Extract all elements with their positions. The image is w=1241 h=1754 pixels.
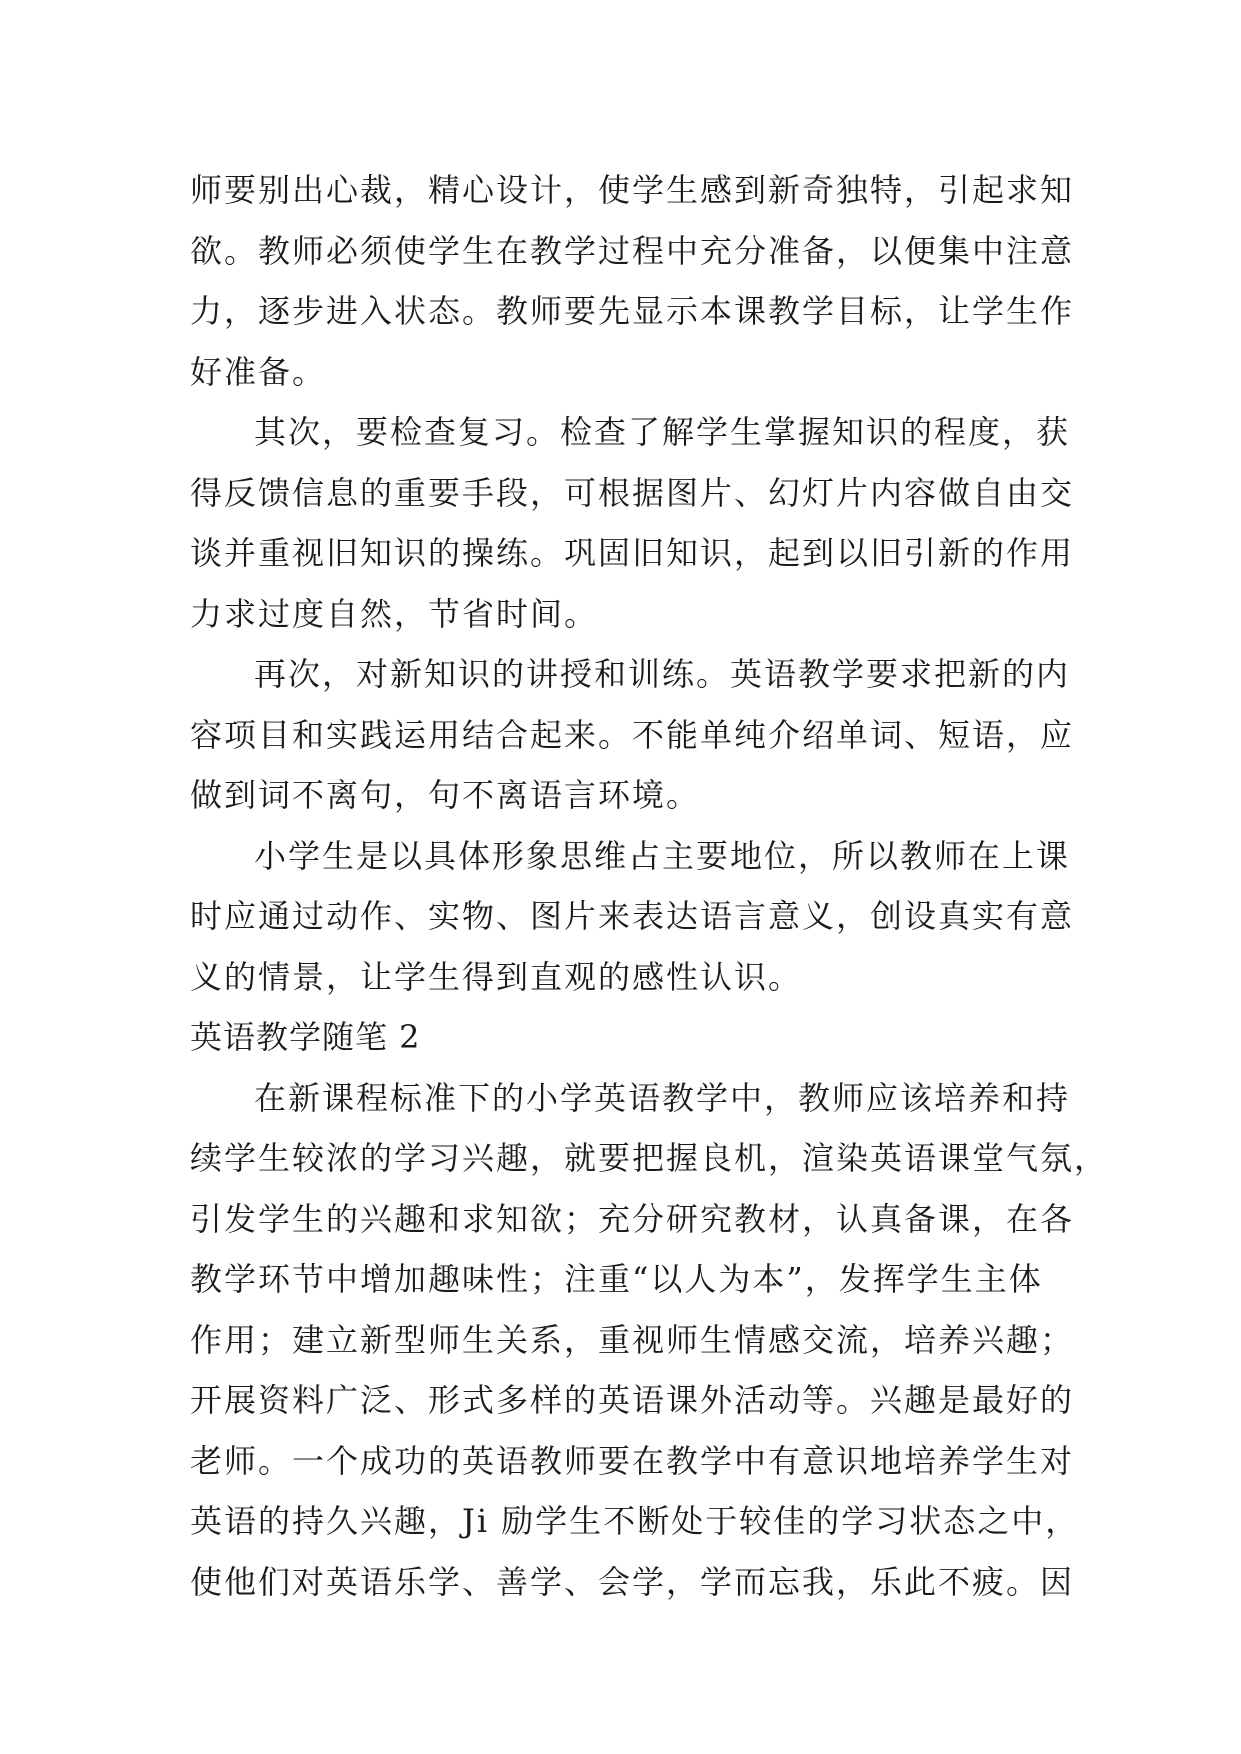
text-line: 做到词不离句，句不离语言环境。 [190,776,701,814]
text-line: 师要别出心裁，精心设计，使学生感到新奇独特，引起求知 [190,171,1075,209]
text-line: 引发学生的兴趣和求知欲；充分研究教材，认真备课，在各 [190,1199,1075,1238]
paragraph-5 [190,1068,1109,1613]
paragraph-2 [190,402,1075,644]
text-line: 再次，对新知识的讲授和训练。英语教学要求把新的内 [254,655,1071,693]
text-line: 教学环节中增加趣味性；注重“以人为本”，发挥学生主体 [190,1260,1043,1298]
document-body [190,160,1109,1612]
text-line: 开展资料广泛、形式多样的英语课外活动等。兴趣是最好的 [190,1381,1075,1419]
text-line: 得反馈信息的重要手段，可根据图片、幻灯片内容做自由交 [190,473,1075,512]
text-line: 英语的持久兴趣，Ji 励学生不断处于较佳的学习状态之中， [190,1502,1080,1540]
text-line: 容项目和实践运用结合起来。不能单纯介绍单词、短语，应 [190,715,1075,754]
text-line: 作用；建立新型师生关系，重视师生情感交流，培养兴趣； [190,1320,1075,1359]
section-heading: 英语教学随笔 2 [190,1018,421,1056]
paragraph-3 [190,644,1075,826]
text-line: 小学生是以具体形象思维占主要地位，所以教师在上课 [254,836,1071,875]
paragraph-4 [190,826,1075,1008]
text-line: 使他们对英语乐学、善学、会学，学而忘我，乐此不疲。因 [190,1562,1075,1601]
text-line: 其次，要检查复习。检查了解学生掌握知识的程度，获 [254,413,1071,451]
text-line: 时应通过动作、实物、图片来表达语言意义，创设真实有意 [190,897,1075,935]
text-line: 义的情景，让学生得到直观的感性认识。 [190,957,803,996]
text-line: 续学生较浓的学习兴趣，就要把握良机，渲染英语课堂气氛， [190,1139,1109,1177]
text-line: 欲。教师必须使学生在教学过程中充分准备，以便集中注意 [190,231,1075,270]
text-line: 老师。一个成功的英语教师要在教学中有意识地培养学生对 [190,1441,1075,1480]
text-line: 好准备。 [190,352,327,391]
text-line: 力，逐步进入状态。教师要先显示本课教学目标，让学生作 [190,292,1075,330]
text-line: 力求过度自然，节省时间。 [190,594,599,633]
text-line: 在新课程标准下的小学英语教学中，教师应该培养和持 [254,1078,1071,1117]
paragraph-1 [190,160,1075,402]
text-line: 谈并重视旧知识的操练。巩固旧知识，起到以旧引新的作用 [190,534,1075,572]
